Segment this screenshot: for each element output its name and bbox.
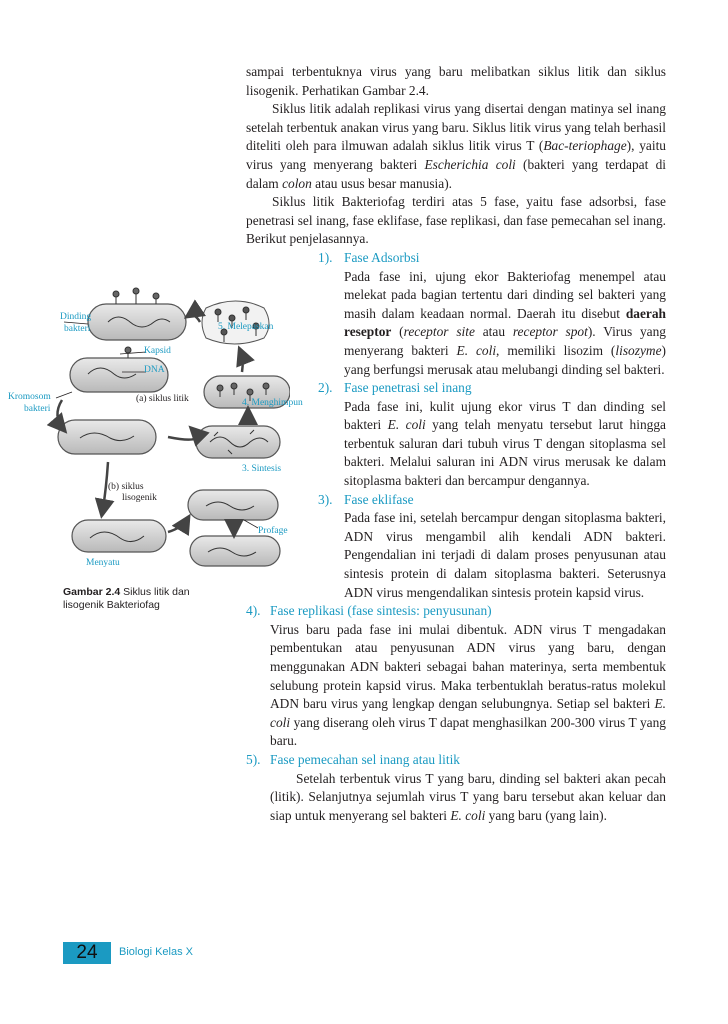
phase-title: Fase pemecahan sel inang atau litik <box>270 751 461 767</box>
phase-item-adsorbsi <box>246 249 666 379</box>
bacterium-lysogenic-2 <box>190 536 280 566</box>
phase-body: Virus baru pada fase ini mulai dibentuk. ADN virus T mengadakan pembentukan atau penyusunan ADN virus yang baru, dengan menggunakan ADN bakteri sebagai bahan materinya, serta membentuk selubung protein kapsid virus. Maka terbentuklah beratus-ratus molekul ADN baru virus yang lengkap dengan selubungnya. Setiap sel bakteri E. coli yang diserang oleh virus T dapat menghasilkan 200-300 virus T yang baru. <box>270 621 666 749</box>
bacterium-merge <box>72 520 166 552</box>
label-siklus-b-1: (b) siklus <box>108 482 144 492</box>
phase-item-penetrasi <box>246 379 666 491</box>
bacterium-lysogenic-1 <box>188 490 278 520</box>
phase-body: Pada fase ini, kulit ujung ekor virus T dan dinding sel bakteri E. coli yang telah menyatu tersebut larut hingga terbentuk saluran dari tubuh virus T dengan sitoplasma sel bakteri. Melalui saluran ini ADN virus merusak ke dalam sitoplasma bakteri dan bercampur dengannya. <box>344 398 666 489</box>
phase-title: Fase penetrasi sel inang <box>344 380 472 396</box>
phase-number: 4). <box>246 603 261 619</box>
phase-number: 2). <box>318 380 333 396</box>
phase-title: Fase Adsorbsi <box>344 249 420 265</box>
bacterium-adsorption <box>88 288 186 340</box>
phase-item-pemecahan <box>246 751 666 825</box>
paragraph-phases-intro: Siklus litik Bakteriofag terdiri atas 5 fase, yaitu fase adsorbsi, fase penetrasi sel inang, fase eklifase, fase replikasi, dan fase pemecahan sel inang. Berikut penjelasannya. <box>246 194 666 247</box>
phase-number: 1). <box>318 249 333 265</box>
phase-title: Fase eklifase <box>344 491 414 507</box>
phase-number: 5). <box>246 751 261 767</box>
label-siklus-litik: (a) siklus litik <box>136 394 189 404</box>
page-number: 24 <box>63 942 111 964</box>
phase-number: 3). <box>318 491 333 507</box>
phase-title: Fase replikasi (fase sintesis: penyusunan) <box>270 603 492 619</box>
label-menyatu: Menyatu <box>86 558 120 568</box>
bacteriophage-cycle-diagram <box>8 282 303 572</box>
label-kapsid: Kapsid <box>144 346 171 356</box>
bacterium-synthesis <box>196 426 280 458</box>
label-kromosom: Kromosom <box>8 392 51 402</box>
label-melepaskan: 5. Melepaskan <box>218 322 274 332</box>
paragraph-intro: sampai terbentuknya virus yang baru melibatkan siklus litik dan siklus lisogenik. Perhatikan Gambar 2.4. <box>246 64 666 98</box>
paragraph-lytic-definition: Siklus litik adalah replikasi virus yang disertai dengan matinya sel inang setelah terbentuk anakan virus yang baru. Siklus litik virus yang telah berhasil diteliti oleh para ilmuwan adalah siklus litik virus T (Bac-teriophage), yaitu virus yang menyerang bakteri Escherichia coli (bakteri yang terdapat di dalam colon atau usus besar manusia). <box>246 101 666 191</box>
label-dinding: Dinding <box>60 312 92 322</box>
phase-item-replikasi <box>246 602 666 751</box>
label-sintesis: 3. Sintesis <box>242 464 282 474</box>
main-text-column <box>246 63 666 825</box>
label-bakteri: bakteri <box>64 324 91 334</box>
label-dna: DNA <box>144 365 165 375</box>
label-menghimpun: 4. Menghimpun <box>242 398 303 408</box>
phase-item-eklifase <box>246 491 666 603</box>
phase-list <box>246 249 666 825</box>
phase-body: Pada fase ini, ujung ekor Bakteriofag menempel atau melekat pada bagian tertentu dari dinding sel bakteri yang masih dalam keadaan normal. Daerah itu disebut daerah reseptor (receptor site atau receptor spot). Virus yang menyerang bakteri E. coli, memiliki lisozim (lisozyme) yang berfungsi merusak atau melubangi dinding sel bakteri. <box>344 268 667 377</box>
label-bakteri-2: bakteri <box>24 404 51 414</box>
bacterium-lower-left <box>58 420 156 454</box>
book-title: Biologi Kelas X <box>119 946 193 958</box>
phase-body: Pada fase ini, setelah bercampur dengan sitoplasma bakteri, ADN virus mengambil alih kendali ADN bakteri. Pengendalian ini terjadi di dalam proses penyusunan atau sintesis protein di dalam sitoplasma bakteri. Seterusnya ADN virus mengendalikan sintesis protein kapsid virus. <box>344 510 666 600</box>
figure-caption: Gambar 2.4 Siklus litik dan lisogenik Bakteriofag <box>63 586 190 611</box>
label-siklus-b-2: lisogenik <box>122 493 157 503</box>
phase-body: Setelah terbentuk virus T yang baru, dinding sel bakteri akan pecah (litik). Selanjutnya sejumlah virus T yang baru tersebut akan keluar dan siap untuk menyerang sel bakteri E. coli yang baru (yang lain). <box>270 770 666 823</box>
label-profage: Profage <box>258 526 288 536</box>
